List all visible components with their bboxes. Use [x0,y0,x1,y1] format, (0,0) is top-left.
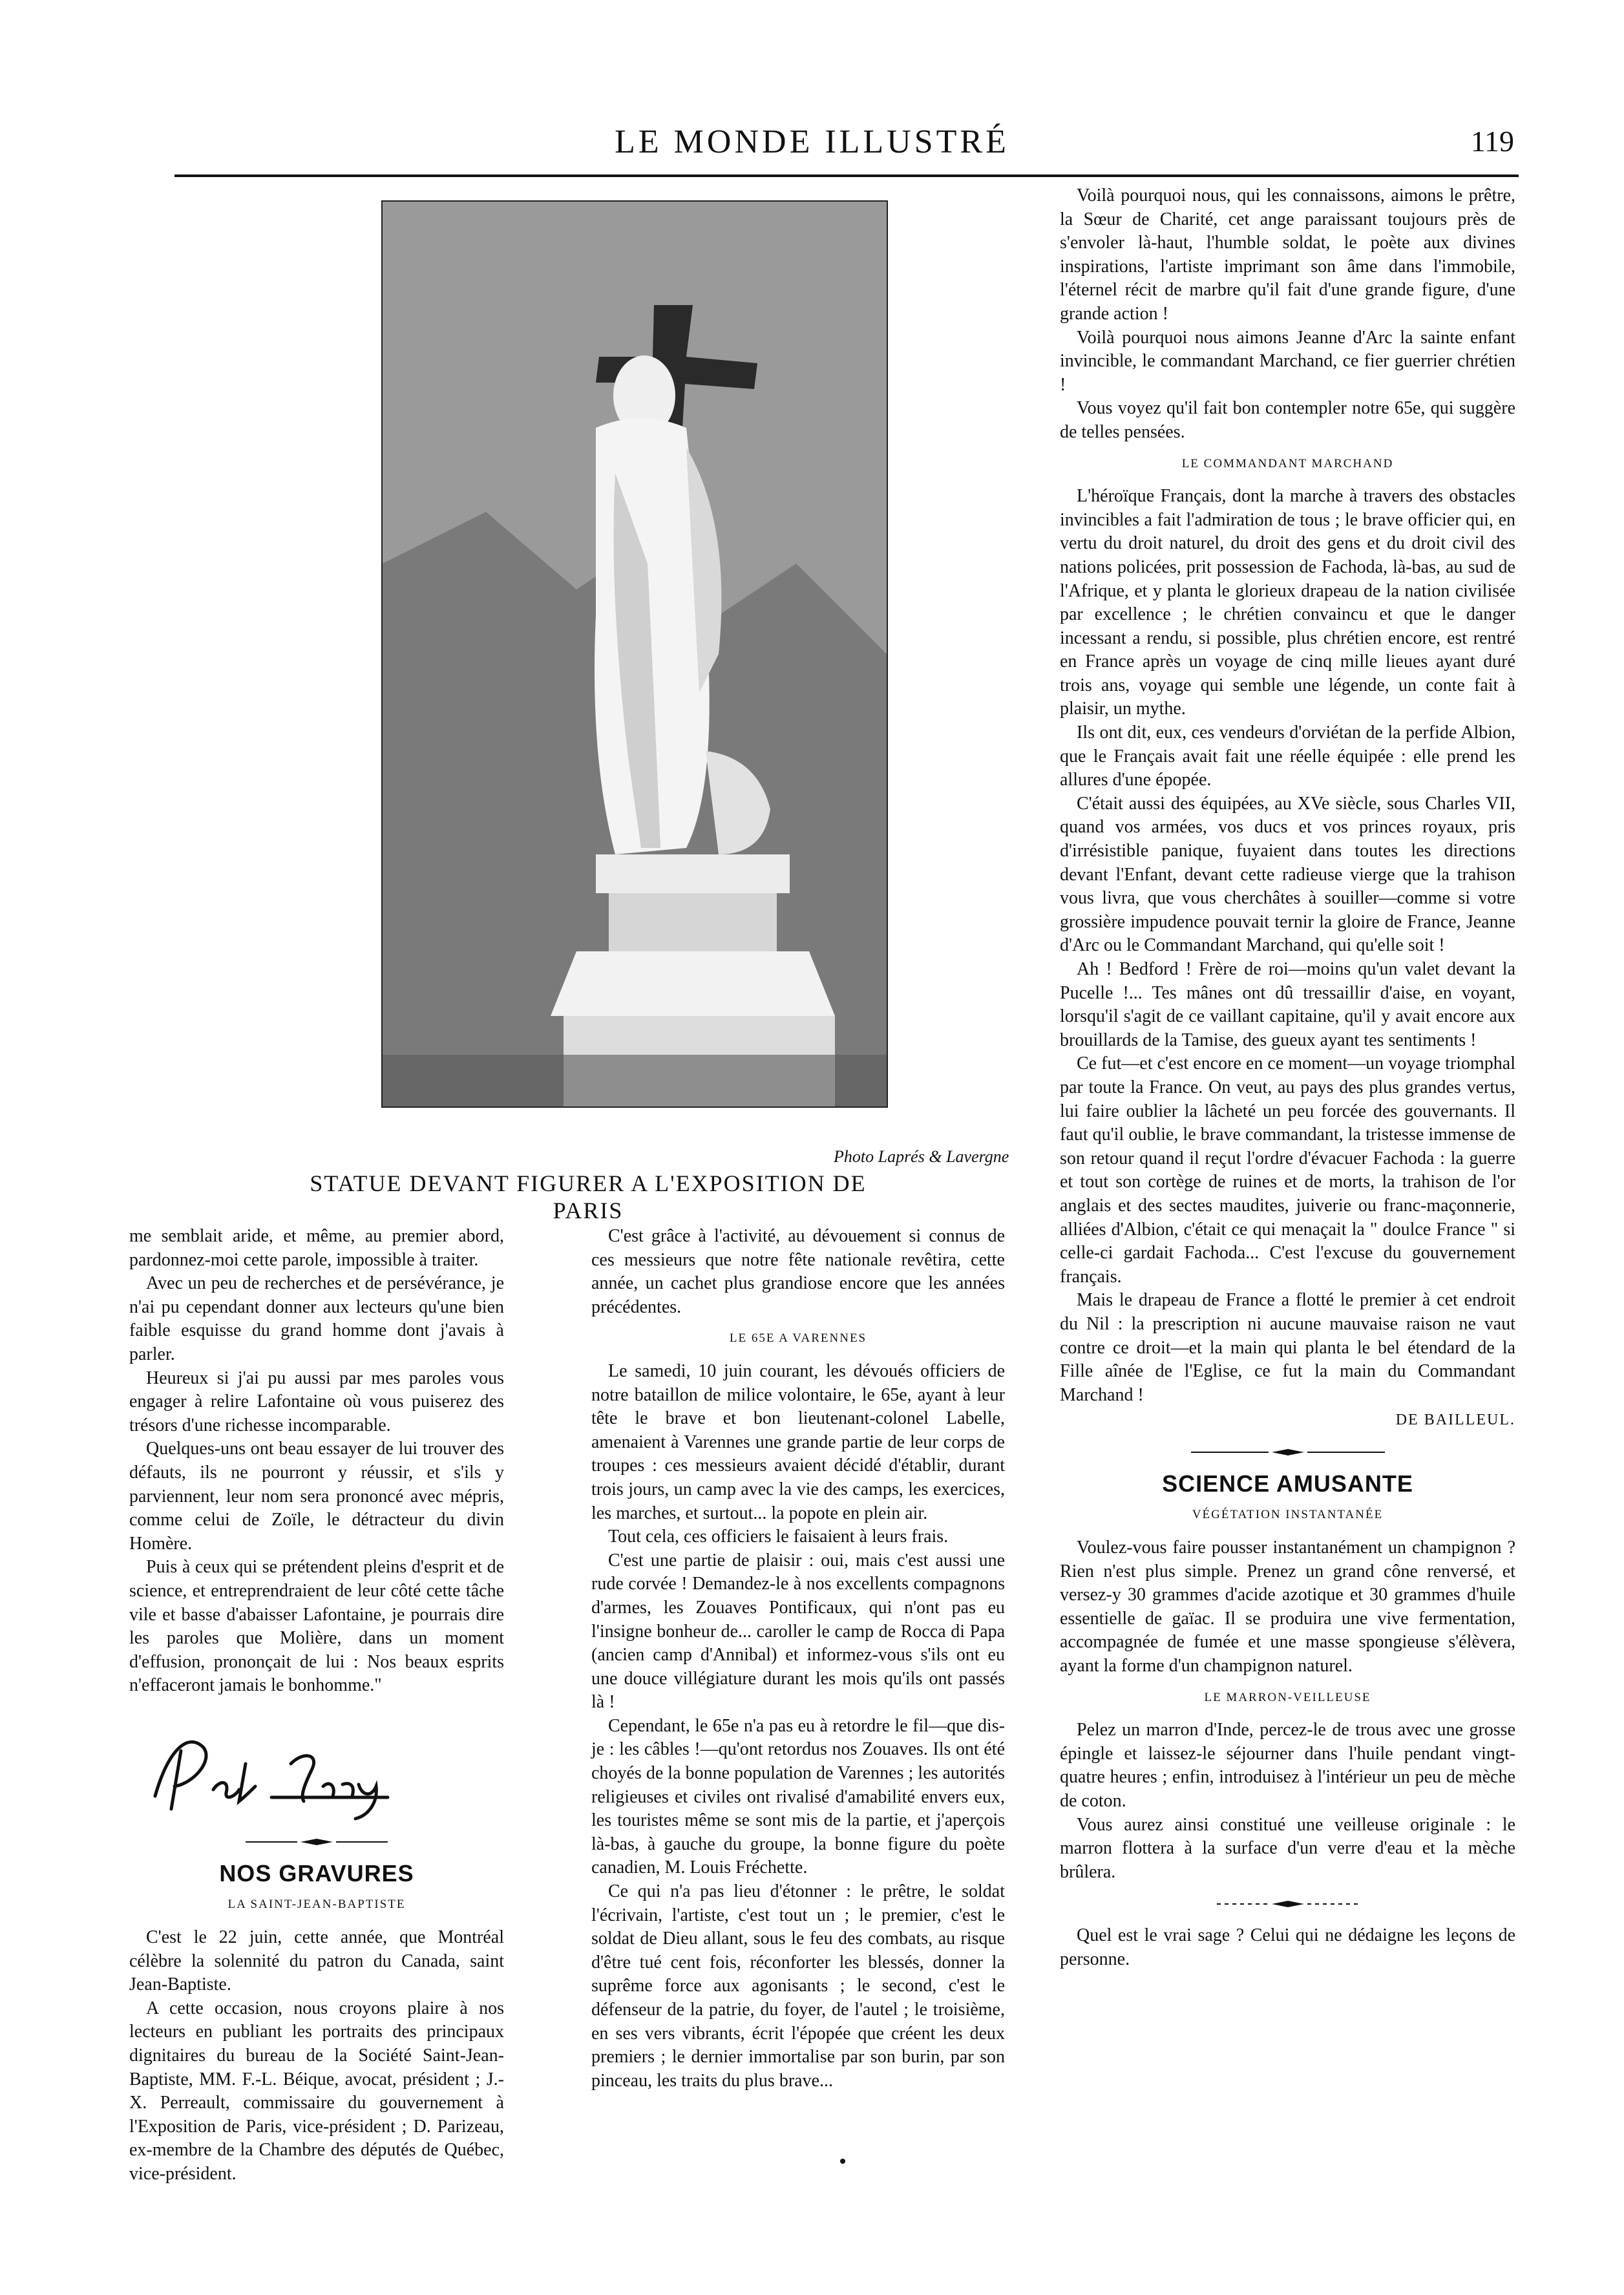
paragraph: Puis à ceux qui se prétendent pleins d'esprit et de science, et entreprendraient de leur côté cette tâche vile et basse d'abaisser Lafontaine, je pourrais dire les paroles que Molière, dans un moment d'effusion, prononçait de lui : Nos beaux esprits n'effaceront jamais le bonhomme." [129,1557,504,1696]
paragraph: Voilà pourquoi nous, qui les connaissons, aimons le prêtre, la Sœur de Charité, cet ange paraissant toujours près de s'envoler là-haut, l'humble soldat, le poète aux divines inspirations, l'artiste imprimant son âme dans l'immobile, l'éternel récit de marbre qu'il fait d'une grande figure, d'une grande action ! [1060,185,1515,324]
paragraph: me semblait aride, et même, au premier abord, pardonnez-moi cette parole, impossible à traiter. [129,1226,504,1270]
paragraph: A cette occasion, nous croyons plaire à nos lecteurs en publiant les portraits des principaux dignitaires du bureau de la Société Saint-Jean-Baptiste, MM. F.-L. Béique, avocat, président ; J.-X. Perreault, commissaire du gouvernement à l'Exposition de Paris, vice-président ; D. Parizeau, ex-membre de la Chambre des députés de Québec, vice-président. [129,1998,504,2184]
page-number: 119 [1470,125,1514,158]
page-bottom-dot [840,2159,845,2164]
section-separator [1191,1448,1385,1457]
paragraph: Vous aurez ainsi constitué une veilleuse originale : le marron flottera à la surface d'un verre d'eau et la mèche brûlera. [1060,1814,1515,1882]
author-signoff: DE BAILLEUL. [1395,1412,1515,1429]
photo-caption: STATUE DEVANT FIGURER A L'EXPOSITION DE PARIS [310,1170,867,1223]
paragraph: Voulez-vous faire pousser instantanément un champignon ? Rien n'est plus simple. Prenez un grand cône renversé, et versez-y 30 grammes d'acide azotique et 30 grammes d'huile essentielle de gaïac. Il se produira une vive fermentation, accompagnée de fumée et une masse spongieuse s'élèvera, ayant la forme d'un champignon naturel. [1060,1538,1515,1676]
photo-credit: Photo Laprés & Lavergne [834,1147,1009,1166]
page-header-title: LE MONDE ILLUSTRÉ [615,123,1009,160]
paragraph: C'est le 22 juin, cette année, que Montréal célèbre la solennité du patron du Canada, saint Jean-Baptiste. [129,1927,504,1995]
paragraph: C'est une partie de plaisir : oui, mais c'est aussi une rude corvée ! Demandez-le à nos excellents compagnons d'armes, les Zouaves Pontificaux, qui n'ont pas eu l'insigne bonheur de... caroller le camp de Rocca di Papa (ancien camp d'Annibal) et informez-vous s'ils ont eu une douce villégiature durant les mois qu'ils ont passés là ! [591,1550,1005,1713]
paragraph: Mais le drapeau de France a flotté le premier à cet endroit du Nil : la prescription ni aucune mauvaise raison ne vaut contre ce droit—et la main qui planta le bel étendard de la Fille aînée de l'Eglise, ce fut la main du Commandant Marchand ! [1060,1290,1515,1405]
section-subheading: LA SAINT-JEAN-BAPTISTE [227,1898,406,1912]
section-separator [246,1837,388,1846]
paragraph: Vous voyez qu'il fait bon contempler notre 65e, qui suggère de telles pensées. [1060,398,1515,442]
paragraph: Cependant, le 65e n'a pas eu à retordre le fil—que dis-je : les câbles !—qu'ont retordus nos Zouaves. Ils ont été choyés de la bonne population de Varennes ; les autorités religieuses et civiles ont rivalisé d'amabilité envers eux, les touristes même se sont mis de la partie, et j'aperçois là-bas, à gauche du groupe, la bonne figure du poète canadien, M. Louis Fréchette. [591,1715,1005,1878]
section-subheading: VÉGÉTATION INSTANTANÉE [1192,1508,1384,1522]
paragraph: C'était aussi des équipées, au XVe siècle, sous Charles VII, quand vos armées, vos ducs et vos princes royaux, pris d'irrésistible panique, fuyaient dans toutes les directions devant l'Enfant, devant cette radieuse vierge que la trahison vous livra, que vous cherchâtes à souiller—comme si votre grossière impudence pouvait ternir la gloire de France, Jeanne d'Arc ou le Commandant Marchand, qui qu'elle soit ! [1060,793,1515,956]
header-rule [174,175,1519,177]
section-title: SCIENCE AMUSANTE [1162,1470,1413,1497]
paragraph: Tout cela, ces officiers le faisaient à leurs frais. [608,1527,949,1547]
column-middle [591,1225,1005,2093]
section-subheading: LE COMMANDANT MARCHAND [1181,456,1394,471]
section-subheading: LE 65E A VARENNES [729,1331,867,1346]
section-separator [1217,1899,1359,1909]
paragraph: Ah ! Bedford ! Frère de roi—moins qu'un valet devant la Pucelle !... Tes mânes ont dû tressaillir d'aise, en voyant, lorsqu'il s'agit de ce vaillant capitaine, qu'il y avait encore aux brouillards de la Tamise, des gueux ayant tes sentiments ! [1060,959,1515,1050]
paragraph: Avec un peu de recherches et de persévérance, je n'ai pu cependant donner aux lecteurs qu'une bien faible esquisse du grand homme dont j'avais à parler. [129,1273,504,1364]
paragraph: Heureux si j'ai pu aussi par mes paroles vous engager à relire Lafontaine où vous puiserez des trésors d'une richesse incomparable. [129,1368,504,1435]
paragraph: C'est grâce à l'activité, au dévouement si connus de ces messieurs que notre fête nationale revêtira, cette année, un cachet plus grandiose encore que les années précédentes. [591,1226,1005,1317]
author-signature [142,1725,427,1822]
paragraph: Quel est le vrai sage ? Celui qui ne dédaigne les leçons de personne. [1060,1925,1515,1969]
paragraph: Ils ont dit, eux, ces vendeurs d'orviétan de la perfide Albion, que le Français avait fait une réelle équipée : elle prend les allures d'une épopée. [1060,723,1515,790]
paragraph: Voilà pourquoi nous aimons Jeanne d'Arc la sainte enfant invincible, le commandant Marchand, ce fier guerrier chrétien ! [1060,327,1515,395]
statue-photo [381,200,888,1108]
paragraph: Quelques-uns ont beau essayer de lui trouver des défauts, ils ne pourront y réussir, et s'ils y parviennent, leur nom sera prononcé avec mépris, comme celui de Zoïle, le détracteur du divin Homère. [129,1439,504,1554]
paragraph: Le samedi, 10 juin courant, les dévoués officiers de notre bataillon de milice volontaire, le 65e, ayant à leur tête le brave et bon lieutenant-colonel Labelle, amenaient à Varennes une grande partie de leur corps de troupes : ces messieurs avaient décidé d'établir, durant trois jours, un camp avec la vie des camps, les exercices, les marches, et surtout... la popote en plein air. [591,1360,1005,1523]
column-left [129,1225,504,2186]
section-subheading: LE MARRON-VEILLEUSE [1204,1690,1371,1704]
column-right [1060,184,1515,1972]
paragraph: Ce qui n'a pas lieu d'étonner : le prêtre, le soldat l'écrivain, l'artiste, c'est tout un ; le premier, c'est le soldat de Dieu allant, sous le feu des combats, au risque d'être tué cent fois, réconforter les blessés, donner la suprême force aux agonisants ; le second, c'est le défenseur de la patrie, du foyer, de l'autel ; le troisième, en ses vers vibrants, écrit l'épopée que créent les deux premiers ; le dernier immortalise par son burin, par son pinceau, les traits du plus brave... [591,1881,1005,2091]
paragraph: L'héroïque Français, dont la marche à travers des obstacles invincibles a fait l'admiration de tous ; le brave officier qui, en vertu du droit naturel, du droit des gens et du droit civil des nations policées, prit possession de Fachoda, là-bas, au sud de l'Afrique, et y planta le glorieux drapeau de la nation civilisée par excellence ; le chrétien convaincu et que le danger incessant a rendu, si possible, plus chrétien encore, est rentré en France après un voyage de cinq mille lieues ayant duré trois ans, voyage qui semble une légende, un conte fait à plaisir, un mythe. [1060,486,1515,719]
paragraph: Ce fut—et c'est encore en ce moment—un voyage triomphal par toute la France. On veut, au pays des plus grandes vertus, lui faire oublier la lâcheté un peu forcée des gouvernants. Il faut qu'il oublie, le brave commandant, la tristesse immense de son retour quand il reçut l'ordre d'évacuer Fachoda : la guerre et tout son cortège de ruines et de morts, la trahison de l'or anglais et des sectes maudites, juiverie ou franc-maçonnerie, alliées d'Albion, c'était ce qui menaçait la " doulce France " si celle-ci gardait Fachoda... C'est l'excuse du gouvernement français. [1060,1053,1515,1287]
paragraph: Pelez un marron d'Inde, percez-le de trous avec une grosse épingle et laissez-le séjourner dans l'huile pendant vingt-quatre heures ; enfin, introduisez à l'intérieur un peu de mèche de coton. [1060,1720,1515,1811]
section-title: NOS GRAVURES [219,1859,414,1887]
statue-illustration [383,202,887,1106]
